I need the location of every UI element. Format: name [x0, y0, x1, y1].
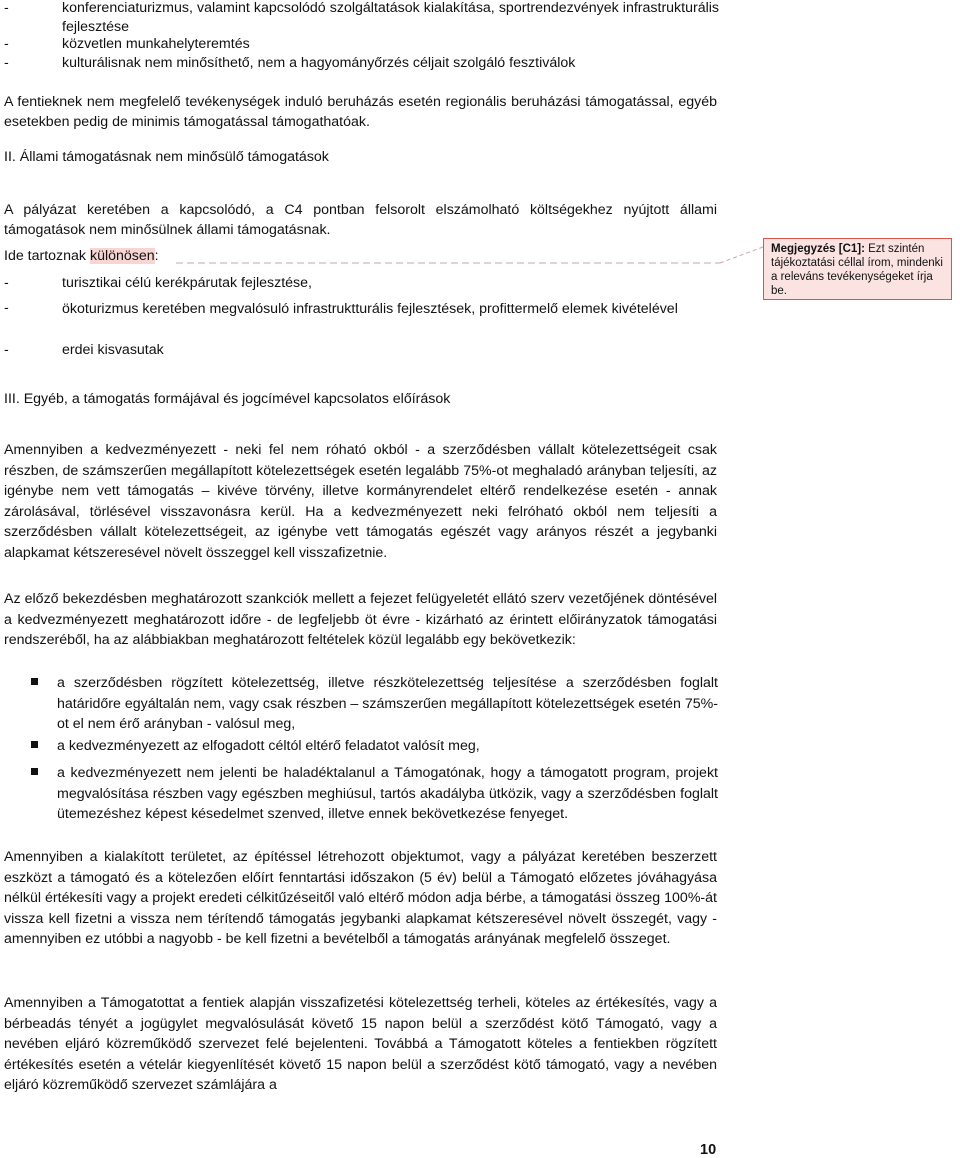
highlighted-text[interactable]: különösen [89, 248, 155, 264]
list-item-text: a szerződésben rögzített kötelezettség, illetve részkötelezettség teljesítése a szerződésben foglalt határidőre egyáltalán nem, vagy csak részben – számszerűen megállapított kötelezettségek esetén 75%-ot el nem érő arányban - valósul meg, [57, 675, 718, 733]
section-heading: III. Egyéb, a támogatás formájával és jogcímével kapcsolatos előírások [4, 391, 451, 407]
list-item [4, 0, 719, 37]
paragraph: Az előző bekezdésben meghatározott szankciók mellett a fejezet felügyeletét ellátó szerv vezetőjének döntésével a kedvezményezett meghatározott időre - de legfeljebb öt évre - kizárható az érintett előirányzatok támogatási rendszeréből, ha az alábbiakban meghatározott feltételek közül legalább egy bekövetkezik: [4, 591, 717, 649]
list-item-text: közvetlen munkahelyteremtés [62, 36, 250, 52]
list-item [30, 763, 718, 825]
square-bullet-icon [30, 673, 57, 735]
comment-text: Ezt szintén tájékoztatási céllal írom, mindenki a releváns tevékenységeket írja be. [771, 243, 943, 297]
list-item-text: konferenciaturizmus, valamint kapcsolódó szolgáltatások kialakítása, sportrendezvények infrastrukturális fejlesztése [62, 0, 719, 35]
list-item [4, 35, 719, 54]
paragraph: A fentieknek nem megfelelő tevékenységek induló beruházás esetén regionális beruházási támogatással, egyéb esetekben pedig de minimis támogatással támogathatóak. [4, 94, 717, 130]
list-item [4, 299, 719, 319]
list-item [4, 274, 719, 293]
dash-bullet: - [4, 342, 9, 358]
list-item-text: turisztikai célú kerékpárutak fejlesztése, [62, 275, 312, 291]
paragraph: Amennyiben a Támogatottat a fentiek alapján visszafizetési kötelezettség terheli, köteles az értékesítés, vagy a bérbeadás tényét a jogügylet megvalósulását követő 15 napon belül a szerződést kötő Támogató, vagy a nevében eljáró közreműködő szervezet felé bejelenteni. Továbbá a Támogatott köteles a fentiekben rögzített értékesítés esetén a vételár kiegyenlítését követő 15 napon belül a szerződést kötő támogató, vagy a nevében eljáró közreműködő szervezet számlájára a [4, 995, 717, 1094]
list-item [30, 673, 718, 735]
dash-bullet: - [4, 0, 9, 16]
section-heading: II. Állami támogatásnak nem minősülő támogatások [4, 149, 329, 165]
dash-bullet: - [4, 300, 9, 316]
square-bullet-icon [30, 736, 57, 757]
dash-bullet: - [4, 36, 9, 52]
paragraph: A pályázat keretében a kapcsolódó, a C4 pontban felsorolt elszámolható költségekhez nyújtott állami támogatások nem minősülnek állami támogatásnak. [4, 202, 717, 238]
list-item-text: kulturálisnak nem minősíthető, nem a hagyományőrzés céljait szolgáló fesztiválok [62, 55, 576, 71]
list-item [4, 54, 719, 73]
intro-line [4, 246, 159, 266]
intro-text: Ide tartoznak [4, 248, 90, 264]
list-item [4, 341, 719, 360]
list-item-text: a kedvezményezett nem jelenti be haladéktalanul a Támogatónak, hogy a támogatott program, projekt megvalósítása részben vagy egészben meghiúsul, tartós akadályba ütközik, vagy a szerződésben foglalt ütemezéshez képest késedelmet szenved, illetve ennek bekövetkezése fenyeget. [57, 765, 718, 823]
list-item-text: ökoturizmus keretében megvalósuló infrastruktturális fejlesztések, profittermelő elemek kivételével [62, 301, 678, 317]
comment-label: Megjegyzés [C1]: [771, 243, 865, 255]
square-bullet-icon [30, 763, 57, 825]
intro-colon: : [154, 248, 159, 264]
dash-bullet: - [4, 55, 9, 71]
list-item [30, 736, 718, 757]
dash-bullet: - [4, 275, 9, 291]
comment-box[interactable] [763, 238, 952, 300]
list-item-text: a kedvezményezett az elfogadott céltól eltérő feladatot valósít meg, [57, 738, 480, 754]
list-item-text: erdei kisvasutak [62, 342, 164, 358]
page-number: 10 [700, 1142, 717, 1158]
paragraph: Amennyiben a kedvezményezett - neki fel nem róható okból - a szerződésben vállalt kötelezettségeit csak részben, de számszerűen megállapított kötelezettségek esetén legalább 75%-ot meghaladó arányban teljesíti, az igénybe nem vett támogatás – kivéve törvény, illetve kormányrendelet eltérő rendelkezése esetén - annak zárolásával, törlésével visszavonásra kerül. Ha a kedvezményezett neki felróható okból nem teljesíti a szerződésben vállalt kötelezettségeit, az igénybe vett támogatás egészét vagy arányos részét a jegybanki alapkamat kétszeresével növelt összeggel kell visszafizetnie. [4, 442, 717, 561]
paragraph: Amennyiben a kialakított területet, az építéssel létrehozott objektumot, vagy a pályázat keretében beszerzett eszközt a támogató és a kötelezően előírt fenntartási időszakon (5 év) belül a Támogató előzetes jóváhagyása nélkül értékesíti vagy a projekt eredeti célkitűzéseitől való eltérő módon adja bérbe, a támogatási összeg 100%-át vissza kell fizetni a vissza nem térítendő támogatás jegybanki alapkamat kétszeresével növelt összegét, vagy - amennyiben ez utóbbi a nagyobb - be kell fizetni a bevételből a támogatás arányának megfelelő összeget. [4, 849, 717, 948]
